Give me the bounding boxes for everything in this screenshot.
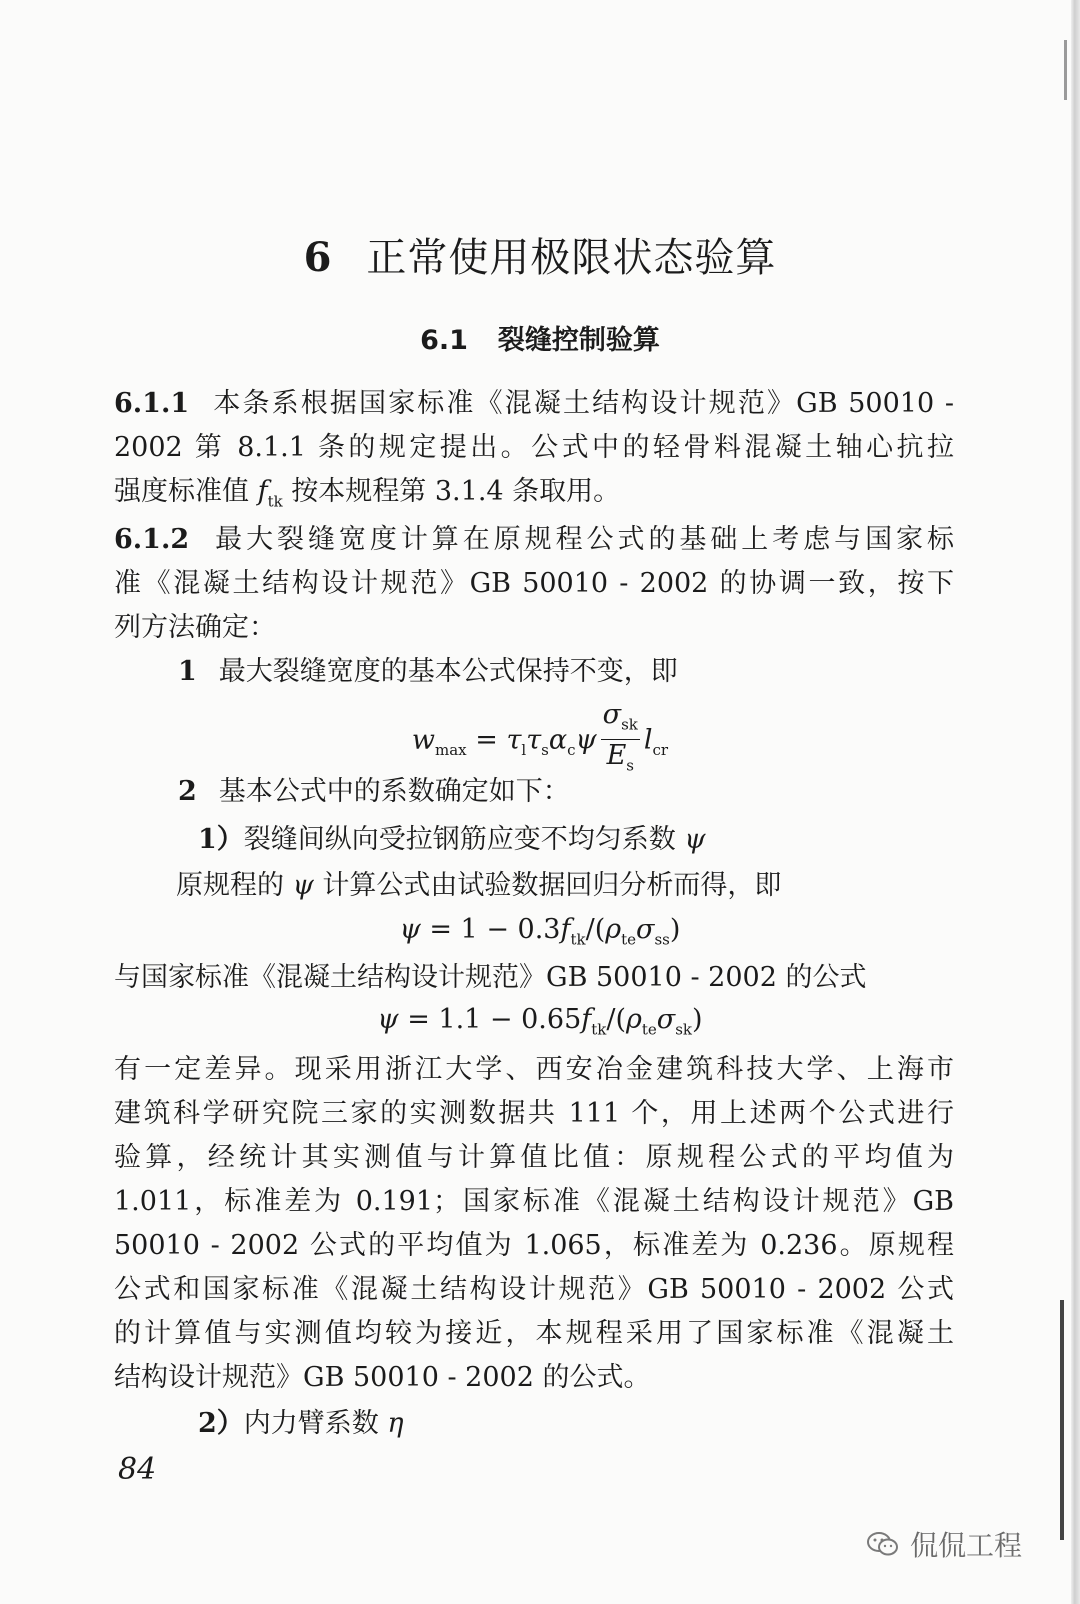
symbol: f <box>581 1004 592 1035</box>
symbol: ρ <box>605 914 622 945</box>
item-number: 1 <box>178 656 197 687</box>
text-run: 计算公式由试验数据回归分析而得，即 <box>313 870 782 901</box>
fraction <box>601 700 640 782</box>
symbol: E <box>606 740 627 772</box>
subscript: tk <box>591 1020 607 1039</box>
symbol-psi: ψ <box>292 870 314 901</box>
subscript: te <box>641 1020 657 1039</box>
paragraph-line: 验算，经统计其实测值与计算值比值：原规程公式的平均值为 <box>114 1142 954 1173</box>
sub-text: 内力臂系数 <box>243 1408 388 1439</box>
body-line: 与国家标准《混凝土结构设计规范》GB 50010 - 2002 的公式 <box>114 962 867 993</box>
edge-mark <box>1060 1300 1064 1540</box>
subscript: tk <box>267 492 283 511</box>
sub-item-2 <box>198 1404 938 1446</box>
clause-line: 2002 第 8.1.1 条的规定提出。公式中的轻骨料混凝土轴心抗拉 <box>114 432 954 463</box>
watermark-text: 侃侃工程 <box>910 1529 1023 1562</box>
chapter-number: 6 <box>303 234 333 281</box>
subscript: c <box>567 740 576 759</box>
text-run: /( <box>585 914 606 945</box>
symbol-psi: ψ <box>684 824 706 855</box>
subscript: ss <box>654 930 670 949</box>
body-line <box>176 866 936 908</box>
subscript: s <box>541 740 549 759</box>
symbol: ψ <box>377 1004 399 1035</box>
chapter-title: 正常使用极限状态验算 <box>366 235 777 281</box>
clause-line <box>114 520 954 562</box>
item-2 <box>178 772 938 814</box>
text-run: = 1 − 0.3 <box>420 914 561 945</box>
symbol: τ <box>526 724 542 756</box>
formula-lhs: w <box>411 724 435 756</box>
section-title: 裂缝控制验算 <box>497 325 660 356</box>
subscript: cr <box>652 740 669 759</box>
subscript: sk <box>675 1020 693 1039</box>
symbol: l <box>643 724 653 756</box>
paragraph-line: 50010 - 2002 公式的平均值为 1.065，标准差为 0.236。原规程 <box>114 1230 954 1261</box>
subscript: tk <box>570 930 586 949</box>
formula-wmax <box>0 700 1080 782</box>
text-run: ) <box>669 914 681 945</box>
formula-psi-new <box>0 1004 1080 1038</box>
paragraph-line: 公式和国家标准《混凝土结构设计规范》GB 50010 - 2002 公式 <box>114 1274 954 1305</box>
clause-line: 准《混凝土结构设计规范》GB 50010 - 2002 的协调一致，按下 <box>114 568 954 599</box>
text-run: ) <box>692 1004 703 1035</box>
chapter-heading <box>0 226 1080 283</box>
clause-text: 最大裂缝宽度计算在原规程公式的基础上考虑与国家标 <box>211 524 954 555</box>
clause-line <box>114 384 954 426</box>
symbol: ρ <box>626 1004 642 1035</box>
subscript: s <box>626 756 634 775</box>
paragraph-line: 结构设计规范》GB 50010 - 2002 的公式。 <box>114 1362 651 1393</box>
watermark <box>866 1524 1022 1564</box>
paragraph-line: 有一定差异。现采用浙江大学、西安冶金建筑科技大学、上海市 <box>114 1054 954 1085</box>
page-number: 84 <box>118 1452 157 1487</box>
clause-text: 本条系根据国家标准《混凝土结构设计规范》GB 50010 - <box>211 388 954 419</box>
subscript: max <box>435 740 467 759</box>
symbol-eta: η <box>387 1408 404 1439</box>
edge-mark <box>1064 40 1067 100</box>
symbol: τ <box>506 724 522 756</box>
numerator <box>601 700 640 740</box>
item-1 <box>178 652 938 694</box>
subscript: sk <box>621 715 638 734</box>
item-number: 2 <box>178 776 197 807</box>
text-run: 强度标准值 <box>114 476 258 507</box>
symbol: σ <box>656 1004 676 1035</box>
text-run: 原规程的 <box>176 870 293 901</box>
clause-line: 列方法确定： <box>114 612 276 643</box>
symbol: f <box>560 914 571 945</box>
text-run: 按本规程第 3.1.4 条取用。 <box>282 476 621 507</box>
symbol: ψ <box>575 724 597 756</box>
subscript: te <box>621 930 637 949</box>
clause-number: 6.1.2 <box>114 524 190 555</box>
text-run: /( <box>606 1004 627 1035</box>
item-text: 最大裂缝宽度的基本公式保持不变，即 <box>218 656 678 687</box>
paragraph-line: 1.011，标准差为 0.191；国家标准《混凝土结构设计规范》GB <box>114 1186 954 1217</box>
sub-label: 2） <box>198 1408 244 1439</box>
formula-psi-old <box>0 914 1080 948</box>
text-run: = 1.1 − 0.65 <box>398 1004 582 1035</box>
symbol-f: f <box>257 476 268 507</box>
item-text: 基本公式中的系数确定如下： <box>218 776 570 807</box>
symbol: σ <box>602 699 622 730</box>
paragraph-line: 的计算值与实测值均较为接近，本规程采用了国家标准《混凝土 <box>114 1318 954 1349</box>
sub-label: 1） <box>198 824 244 855</box>
clause-number: 6.1.1 <box>114 388 190 419</box>
section-number: 6.1 <box>420 325 468 356</box>
symbol: ψ <box>399 914 421 945</box>
clause-line <box>114 472 954 514</box>
symbol: σ <box>636 914 655 945</box>
section-heading <box>0 318 1080 357</box>
paragraph-line: 建筑科学研究院三家的实测数据共 111 个，用上述两个公式进行 <box>114 1098 954 1129</box>
sub-item-1 <box>198 820 938 862</box>
equals: = <box>466 724 507 756</box>
subscript: l <box>521 740 527 759</box>
symbol: α <box>548 724 568 756</box>
sub-text: 裂缝间纵向受拉钢筋应变不均匀系数 <box>243 824 685 855</box>
wechat-icon <box>866 1531 900 1557</box>
